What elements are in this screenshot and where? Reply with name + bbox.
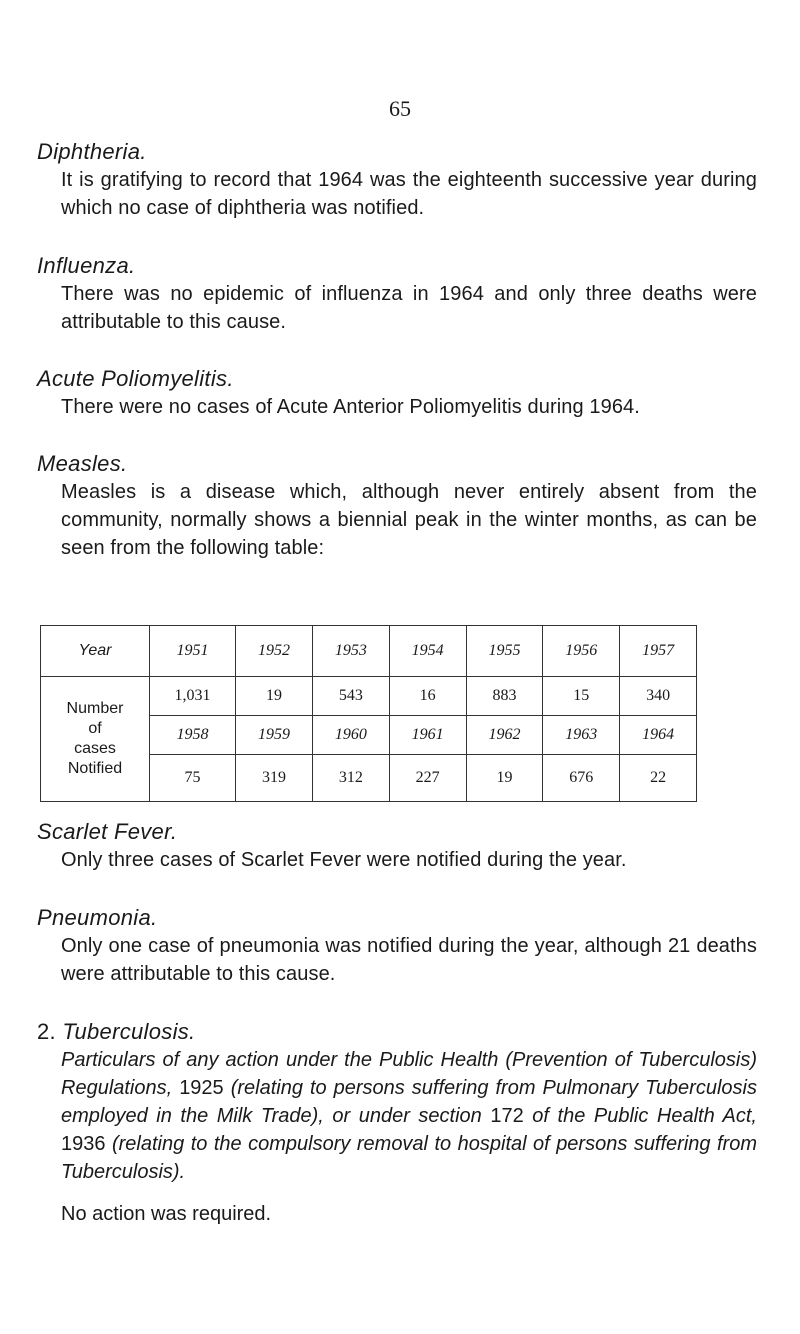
row-label-line: of [88,720,102,737]
section-polio [37,365,757,421]
section-scarlet-fever [37,818,757,874]
count-cell: 227 [389,755,466,802]
year-label: Year [41,626,150,677]
polio-text: There were no cases of Acute Anterior Poliomyelitis during 1964. [61,396,640,418]
scarlet-heading: Scarlet Fever. [37,819,178,844]
no-action-text: No action was required. [61,1203,272,1225]
scarlet-text: Only three cases of Scarlet Fever were notified during the year. [61,849,627,871]
tb-text-part: (relating to the compulsory removal to hospital of persons suffering from Tuberculosis). [61,1133,757,1183]
year-cell: 1964 [620,716,697,755]
count-cell: 340 [620,677,697,716]
count-cell: 75 [150,755,236,802]
pneumonia-heading: Pneumonia. [37,905,158,930]
measles-heading: Measles. [37,451,128,476]
count-cell: 15 [543,677,620,716]
section-measles [37,450,757,562]
tb-text-part: (relating to persons suffering from Pulmonary Tuberculosis employed in the Milk Trade), or under section [61,1077,757,1127]
tb-text-part: 1925 [179,1077,224,1099]
page-number: 65 [389,96,411,121]
table-row [41,677,697,716]
tb-text-part: Particulars of any action under the Public Health (Prevention of Tuberculosis) Regulations, [61,1049,757,1099]
polio-heading: Acute Poliomyelitis. [37,366,234,391]
count-cell: 883 [466,677,543,716]
year-cell: 1951 [150,626,236,677]
year-cell: 1957 [620,626,697,677]
count-cell: 19 [466,755,543,802]
year-cell: 1952 [236,626,313,677]
year-cell: 1962 [466,716,543,755]
section-tuberculosis [37,1018,757,1228]
row-label-line: Notified [67,760,123,777]
year-cell: 1959 [236,716,313,755]
section-pneumonia [37,904,757,988]
tuberculosis-text [37,1046,757,1186]
year-cell: 1961 [389,716,466,755]
diphtheria-text: It is gratifying to record that 1964 was the eighteenth successive year during which no case of diphtheria was notified. [61,169,757,219]
influenza-text: There was no epidemic of influenza in 1964 and only three deaths were attributable to this cause. [61,283,757,333]
table-row [41,626,697,677]
year-cell: 1953 [312,626,389,677]
tuberculosis-heading [37,1018,757,1046]
tuberculosis-title: Tuberculosis. [62,1019,196,1044]
tb-text-part: of the Public Health Act, [532,1105,757,1127]
diphtheria-heading: Diphtheria. [37,139,147,164]
year-cell: 1956 [543,626,620,677]
count-cell: 676 [543,755,620,802]
tb-text-part: 172 [490,1105,524,1127]
influenza-heading: Influenza. [37,253,136,278]
year-cell: 1958 [150,716,236,755]
count-cell: 19 [236,677,313,716]
tb-text-part: 1936 [61,1133,106,1155]
row-label [41,677,150,802]
year-cell: 1960 [312,716,389,755]
section-diphtheria [37,138,757,222]
row-label-line: Number [66,700,124,717]
year-cell: 1954 [389,626,466,677]
count-cell: 22 [620,755,697,802]
measles-text: Measles is a disease which, although never entirely absent from the community, normally shows a biennial peak in the winter months, as can be seen from the following table: [61,481,757,559]
year-cell: 1955 [466,626,543,677]
pneumonia-text: Only one case of pneumonia was notified during the year, although 21 deaths were attributable to this cause. [61,935,757,985]
measles-table [40,625,697,802]
count-cell: 1,031 [150,677,236,716]
count-cell: 312 [312,755,389,802]
row-label-line: cases [74,740,116,757]
year-cell: 1963 [543,716,620,755]
section-influenza [37,252,757,336]
count-cell: 16 [389,677,466,716]
count-cell: 319 [236,755,313,802]
tuberculosis-number: 2. [37,1019,56,1044]
count-cell: 543 [312,677,389,716]
